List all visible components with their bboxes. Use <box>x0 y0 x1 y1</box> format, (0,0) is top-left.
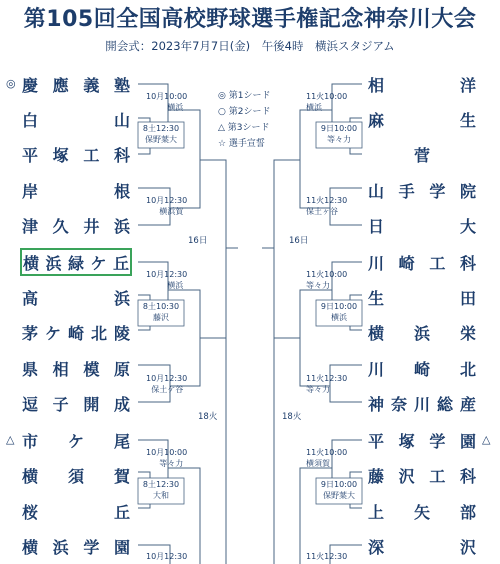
right-game-2-info: 9日10:00 等々力 <box>320 124 358 144</box>
right-team-7-char: 田 <box>459 288 476 308</box>
left-team-11-char: 市 <box>22 431 39 451</box>
right-team-12-char: 科 <box>459 466 476 486</box>
round-label-left-r4: 18火 <box>198 412 218 422</box>
right-team-4-char: 院 <box>459 181 476 201</box>
left-team-14-char: 園 <box>113 537 130 557</box>
left-seed-mark-first: ◎ <box>6 77 16 90</box>
right-team-9-char: 川 <box>368 359 385 379</box>
right-team-11-char: 平 <box>368 431 385 451</box>
left-team-1-char: 應 <box>52 75 69 95</box>
left-team-13-char: 桜 <box>22 502 39 522</box>
right-team-6-char: 崎 <box>398 253 415 273</box>
right-team-11-char: 園 <box>459 431 476 451</box>
right-team-4-char: 山 <box>368 181 385 201</box>
right-team-10-char: 奈 <box>390 394 407 414</box>
right-team-9 <box>368 356 476 380</box>
right-team-13-char: 部 <box>459 502 476 522</box>
left-team-12-char: 賀 <box>113 466 130 486</box>
right-team-12 <box>368 463 476 487</box>
right-team-8-char: 横 <box>368 323 385 343</box>
left-team-7 <box>22 285 130 309</box>
page-title: 第105回全国高校野球選手権記念神奈川大会 <box>23 7 477 32</box>
right-team-11-char: 学 <box>429 431 446 451</box>
right-team-6-char: 工 <box>429 253 446 273</box>
left-team-10-char: 成 <box>113 394 130 414</box>
left-team-4-char: 岸 <box>22 181 39 201</box>
left-team-8-char: ケ <box>44 323 61 343</box>
left-team-1 <box>22 72 130 96</box>
right-game-9-info: 11火12:30 <box>306 552 348 561</box>
right-team-14-char: 深 <box>368 537 385 557</box>
left-game-9-info: 10月12:30 <box>146 552 188 561</box>
right-team-2-char: 生 <box>459 110 476 130</box>
left-team-14 <box>22 534 130 558</box>
left-team-5-char: 津 <box>22 216 39 236</box>
left-team-1-char: 慶 <box>22 75 39 95</box>
right-team-10 <box>368 391 476 415</box>
left-game-6-info: 10月12:30 保土ケ谷 <box>146 374 188 394</box>
left-team-2 <box>22 107 130 131</box>
left-team-7-char: 浜 <box>113 288 130 308</box>
left-team-8-char: 北 <box>90 323 107 343</box>
right-seed-mark-third: △ <box>482 433 491 446</box>
legend-oath: ☆ 選手宣誓 <box>218 139 265 149</box>
right-game-1-info: 11火10:00 横浜 <box>306 92 348 112</box>
right-team-9-char: 北 <box>459 359 476 379</box>
right-team-12-char: 沢 <box>398 466 415 486</box>
right-team-1-char: 洋 <box>459 75 476 95</box>
left-team-6-char: 横 <box>23 253 40 273</box>
right-team-10-char: 産 <box>459 394 476 414</box>
right-team-2 <box>368 107 476 131</box>
right-team-12-char: 工 <box>429 466 446 486</box>
right-team-11 <box>368 428 476 452</box>
right-team-14-char: 沢 <box>459 537 476 557</box>
right-team-6-char: 科 <box>459 253 476 273</box>
left-team-12 <box>22 463 130 487</box>
right-team-2-char: 麻 <box>368 110 385 130</box>
left-team-11-char: ケ <box>67 431 84 451</box>
left-team-4 <box>22 178 130 202</box>
round-label-right-r4: 18火 <box>282 412 302 422</box>
right-team-13-char: 矢 <box>413 502 430 522</box>
left-team-11-char: 尾 <box>113 431 130 451</box>
left-team-9-char: 相 <box>52 359 69 379</box>
right-team-6 <box>368 250 476 274</box>
right-team-8-char: 浜 <box>413 323 430 343</box>
right-game-6-info: 11火12:30 等々力 <box>306 374 348 394</box>
left-team-10-char: 逗 <box>22 394 39 414</box>
right-team-8-char: 栄 <box>459 323 476 343</box>
left-game-3-info: 10月12:30 横浜賀 <box>146 196 188 216</box>
left-game-2-info: 8土12:30 保野葉大 <box>142 124 180 144</box>
right-team-5-char: 日 <box>368 216 385 236</box>
left-team-14-char: 学 <box>83 537 100 557</box>
left-seed-mark-third: △ <box>6 433 15 446</box>
left-team-4-char: 根 <box>113 181 130 201</box>
left-team-2-char: 白 <box>22 110 39 130</box>
left-team-9-char: 原 <box>113 359 130 379</box>
right-team-11-char: 塚 <box>398 431 415 451</box>
left-team-6 <box>22 250 130 274</box>
page-subtitle: 開会式：2023年7月7日(金) 午後4時 横浜スタジアム <box>105 39 395 53</box>
right-team-1-char: 相 <box>368 75 385 95</box>
left-team-8-char: 茅 <box>22 323 39 343</box>
legend-seed-2: ○ 第2シード <box>218 107 271 117</box>
right-team-10-char: 総 <box>436 394 453 414</box>
right-team-4-char: 学 <box>429 181 446 201</box>
left-team-6-char: ケ <box>90 253 107 273</box>
left-team-10 <box>22 391 130 415</box>
right-team-4 <box>368 178 476 202</box>
left-team-9-char: 県 <box>22 359 39 379</box>
right-team-5 <box>368 213 476 237</box>
right-team-8 <box>368 320 476 344</box>
right-team-7-char: 生 <box>368 288 385 308</box>
left-team-5-char: 浜 <box>113 216 130 236</box>
right-team-14 <box>368 534 476 558</box>
right-team-6-char: 川 <box>368 253 385 273</box>
right-team-12-char: 藤 <box>368 466 385 486</box>
left-team-5 <box>22 213 130 237</box>
right-team-13 <box>368 499 476 523</box>
right-game-7-info: 11火10:00 横須賀 <box>306 448 348 468</box>
left-team-1-char: 塾 <box>113 75 130 95</box>
left-game-4-info: 10月12:30 横浜 <box>146 270 188 290</box>
right-team-10-char: 川 <box>413 394 430 414</box>
left-team-6-char: 浜 <box>45 253 62 273</box>
left-team-12-char: 須 <box>67 466 84 486</box>
right-team-5-char: 大 <box>459 216 476 236</box>
left-team-3 <box>22 142 130 166</box>
right-team-3 <box>368 142 476 166</box>
right-team-3-char: 菅 <box>413 145 430 165</box>
round-label-right-r3: 16日 <box>289 236 309 246</box>
left-team-3-char: 塚 <box>52 145 69 165</box>
legend-seed-1: ◎ 第1シード <box>218 91 271 101</box>
left-team-11 <box>22 428 130 452</box>
left-team-14-char: 浜 <box>52 537 69 557</box>
right-team-10-char: 神 <box>368 394 385 414</box>
left-team-3-char: 科 <box>113 145 130 165</box>
right-team-7 <box>368 285 476 309</box>
left-team-13 <box>22 499 130 523</box>
right-game-3-info: 11火12:30 保土ヶ谷 <box>306 196 348 216</box>
right-team-9-char: 崎 <box>413 359 430 379</box>
left-team-10-char: 子 <box>52 394 69 414</box>
left-team-14-char: 横 <box>22 537 39 557</box>
left-game-5-info: 8土10:30 藤沢 <box>142 302 180 322</box>
left-team-10-char: 開 <box>83 394 100 414</box>
left-team-3-char: 平 <box>22 145 39 165</box>
left-team-8-char: 崎 <box>67 323 84 343</box>
left-team-6-char: 緑 <box>67 253 84 273</box>
right-team-1 <box>368 72 476 96</box>
right-team-13-char: 上 <box>368 502 385 522</box>
left-team-9-char: 模 <box>83 359 100 379</box>
left-team-8-char: 陵 <box>113 323 130 343</box>
left-team-6-char: 丘 <box>112 253 129 273</box>
left-team-8 <box>22 320 130 344</box>
legend-seed-3: △ 第3シード <box>218 123 270 133</box>
left-team-2-char: 山 <box>113 110 130 130</box>
left-team-12-char: 横 <box>22 466 39 486</box>
left-team-3-char: 工 <box>83 145 100 165</box>
right-game-4-info: 11火10:00 等々力 <box>306 270 348 290</box>
left-team-9 <box>22 356 130 380</box>
round-label-left-r3: 16日 <box>188 236 208 246</box>
left-team-5-char: 井 <box>83 216 100 236</box>
left-team-1-char: 義 <box>83 75 100 95</box>
left-game-8-info: 8土12:30 大和 <box>142 480 180 500</box>
left-team-7-char: 高 <box>22 288 39 308</box>
left-team-5-char: 久 <box>52 216 69 236</box>
left-game-1-info: 10月10:00 横浜 <box>146 92 188 112</box>
left-game-7-info: 10月10:00 等々力 <box>146 448 188 468</box>
right-team-4-char: 手 <box>398 181 415 201</box>
left-team-13-char: 丘 <box>113 502 130 522</box>
right-game-8-info: 9日10:00 保野葉大 <box>320 480 358 500</box>
right-game-5-info: 9日10:00 横浜 <box>320 302 358 322</box>
